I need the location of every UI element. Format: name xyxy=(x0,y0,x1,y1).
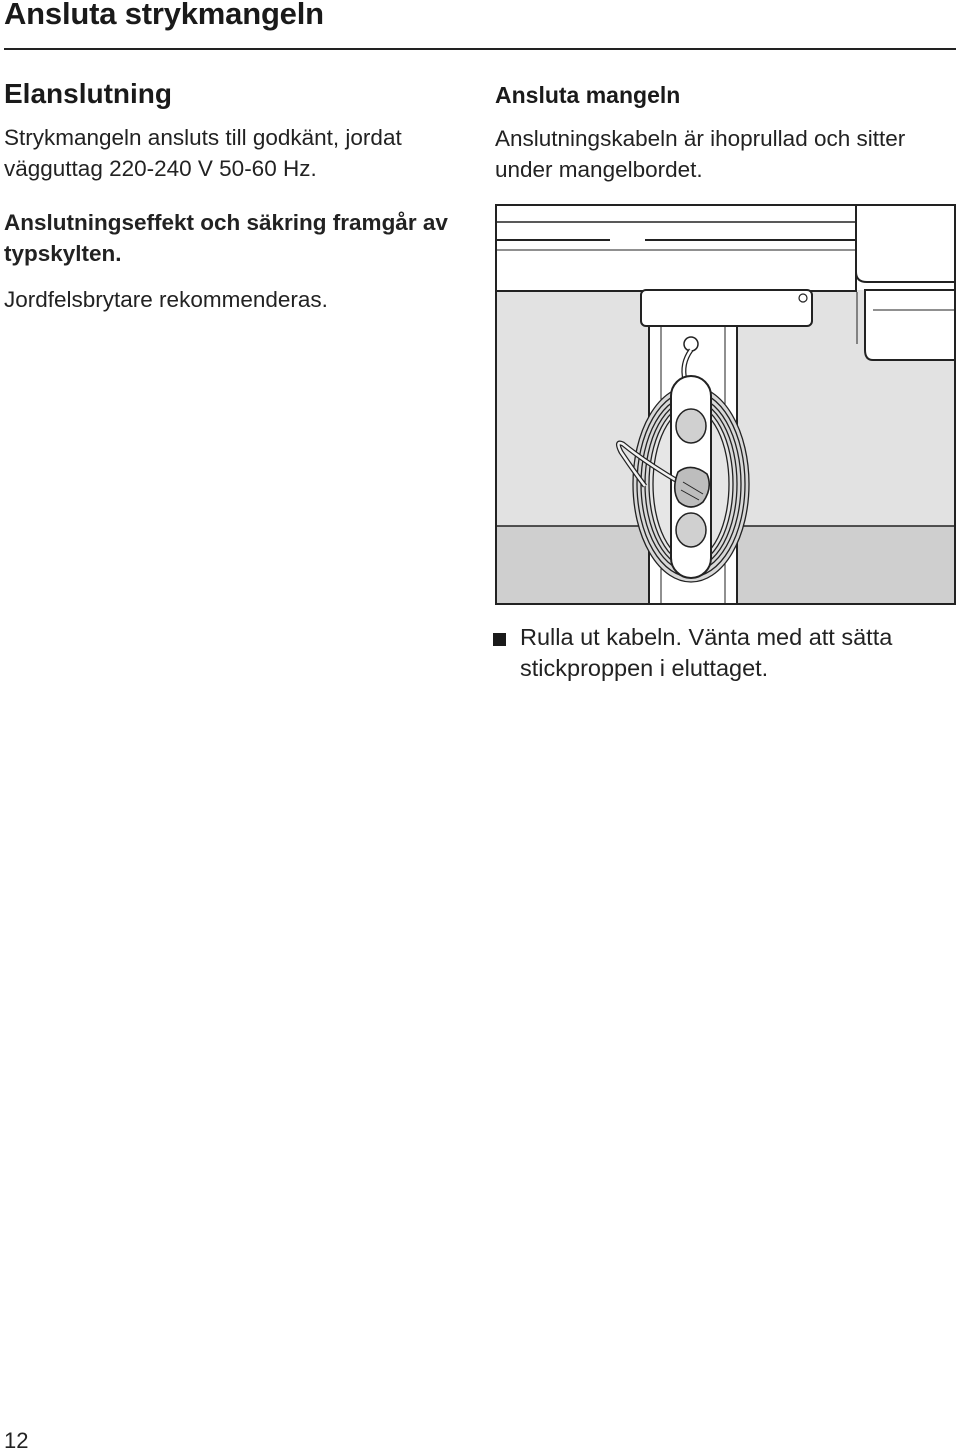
page-number: 12 xyxy=(4,1428,29,1453)
paragraph-grounded-outlet: Strykmangeln ansluts till godkänt, jordat vägguttag 220-240 V 50-60 Hz. xyxy=(4,125,402,181)
cable-illustration xyxy=(495,204,956,605)
right-column xyxy=(495,82,955,185)
section-heading-elanslutning: Elanslutning xyxy=(4,78,172,109)
title-divider xyxy=(4,48,956,50)
bullet-square-icon xyxy=(493,633,506,646)
instruction-step xyxy=(493,622,953,684)
left-column xyxy=(4,78,474,315)
instruction-text: Rulla ut kabeln. Vänta med att sätta stickproppen i eluttaget. xyxy=(520,624,893,681)
page-title: Ansluta strykmangeln xyxy=(4,0,324,31)
paragraph-power-fuse: Anslutningseffekt och säkring framgår av typskylten. xyxy=(4,210,448,266)
section-heading-ansluta-mangeln: Ansluta mangeln xyxy=(495,82,681,108)
paragraph-rcd: Jordfelsbrytare rekommenderas. xyxy=(4,287,328,312)
paragraph-cable-location: Anslutningskabeln är ihoprullad och sitter under mangelbordet. xyxy=(495,126,906,182)
coiled-cable-icon xyxy=(495,204,956,605)
